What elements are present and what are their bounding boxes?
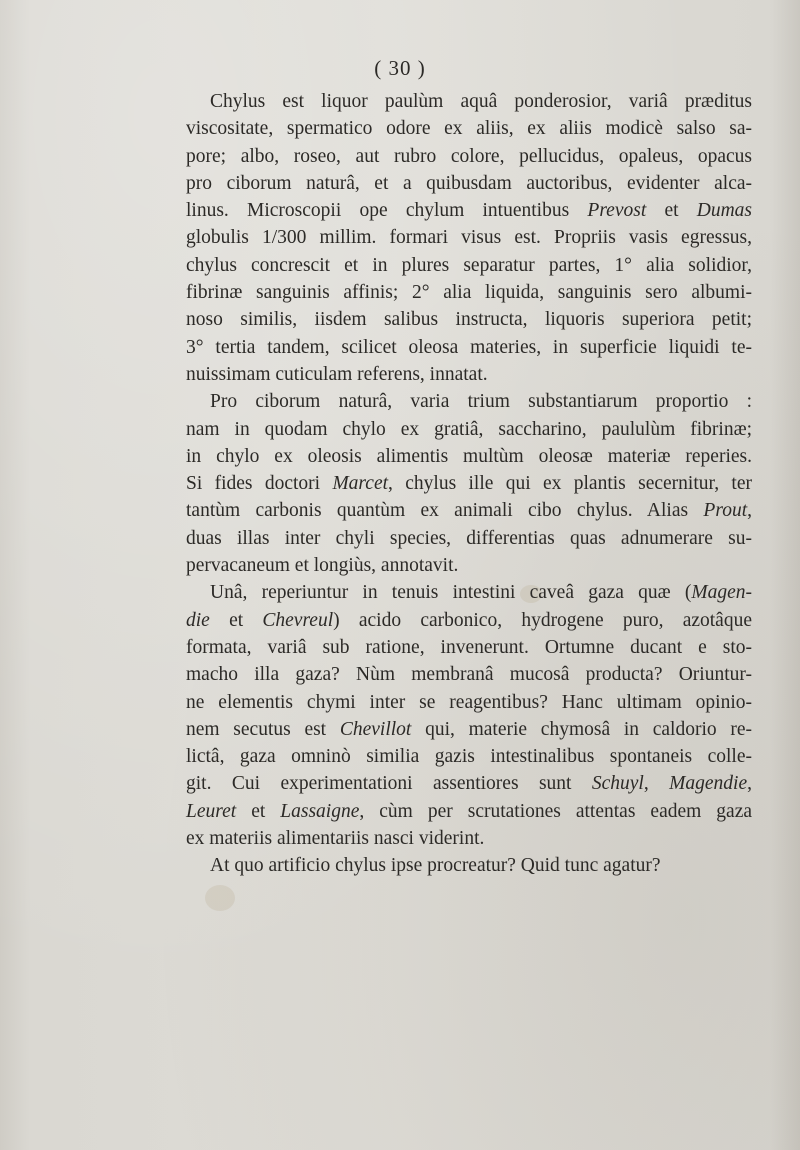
text-line <box>186 388 752 415</box>
text-run: , <box>747 773 753 795</box>
italic-name: Prout <box>703 500 748 522</box>
text-line <box>186 361 752 388</box>
page-number: ( 30 ) <box>374 56 426 80</box>
italic-name: Leuret <box>186 800 237 822</box>
foxing-stain <box>205 885 235 911</box>
text-line <box>186 798 752 825</box>
paragraph <box>186 852 752 879</box>
text-line <box>186 525 752 552</box>
italic-name: Prevost <box>587 200 647 222</box>
text-line <box>186 115 752 142</box>
text-run: duas illas inter chyli species, differentias quas adnumerare su- <box>186 527 752 549</box>
text-line <box>186 579 752 606</box>
text-line <box>186 552 752 579</box>
text-run: pro ciborum naturâ, et a quibusdam auctoribus, evidenter alca- <box>186 172 752 194</box>
text-line <box>186 852 752 879</box>
text-run: nam in quodam chylo ex gratiâ, saccharino, paululùm fibrinæ; <box>186 418 752 440</box>
text-run: ) acido carbonico, hydrogene puro, azotâque <box>333 609 752 631</box>
text-run: noso similis, iisdem salibus instructa, liquoris superiora petit; <box>186 309 752 331</box>
text-run: Unâ, reperiuntur in tenuis intestini caveâ gaza quæ ( <box>210 582 692 604</box>
text-run: qui, materie chymosâ in caldorio re- <box>411 718 752 740</box>
text-run: et <box>236 800 281 822</box>
text-run: formata, variâ sub ratione, invenerunt. Ortumne ducant e sto- <box>186 636 752 658</box>
text-line <box>186 825 752 852</box>
text-line <box>186 497 752 524</box>
text-line <box>186 661 752 688</box>
italic-name: die <box>186 609 210 631</box>
text-line <box>186 716 752 743</box>
text-line <box>186 143 752 170</box>
text-run: ex materiis alimentariis nasci viderint. <box>186 828 485 850</box>
text-run: chylus concrescit et in plures separatur partes, 1° alia solidior, <box>186 254 752 276</box>
text-line <box>186 224 752 251</box>
text-run: Si fides doctori <box>186 473 333 495</box>
text-run: ne elementis chymi inter se reagentibus? Hanc ultimam opinio- <box>186 691 752 713</box>
text-run: et <box>646 200 697 222</box>
text-run: tantùm carbonis quantùm ex animali cibo chylus. Alias <box>186 500 704 522</box>
text-line <box>186 443 752 470</box>
text-line <box>186 470 752 497</box>
text-line <box>186 170 752 197</box>
paragraph <box>186 579 752 852</box>
text-line <box>186 634 752 661</box>
text-run: pervacaneum et longiùs, annotavit. <box>186 555 459 577</box>
text-line <box>186 770 752 797</box>
text-run: , chylus ille qui ex plantis secernitur, ter <box>388 473 752 495</box>
text-run: fibrinæ sanguinis affinis; 2° alia liquida, sanguinis sero albumi- <box>186 282 752 304</box>
text-run: linus. Microscopii ope chylum intuentibus <box>186 200 588 222</box>
italic-name: Dumas <box>696 200 753 222</box>
text-run: , <box>643 773 670 795</box>
paragraph <box>186 388 752 579</box>
italic-name: Magen- <box>691 582 752 604</box>
text-line <box>186 306 752 333</box>
italic-name: Marcet <box>332 473 389 495</box>
text-line <box>186 743 752 770</box>
text-run: , cùm per scrutationes attentas eadem gaza <box>359 800 753 822</box>
text-line <box>186 88 752 115</box>
italic-name: Chevreul <box>262 609 334 631</box>
text-line <box>186 334 752 361</box>
text-run: git. Cui experimentationi assentiores sunt <box>186 773 592 795</box>
text-run: nuissimam cuticulam referens, innatat. <box>186 363 488 385</box>
italic-name: Schuyl <box>591 773 644 795</box>
body-text <box>186 88 752 880</box>
text-run: macho illa gaza? Nùm membranâ mucosâ producta? Oriuntur- <box>186 664 752 686</box>
text-line <box>186 279 752 306</box>
text-run: in chylo ex oleosis alimentis multùm oleosæ materiæ reperies. <box>186 445 752 467</box>
text-run: globulis 1/300 millim. formari visus est. Propriis vasis egressus, <box>186 227 752 249</box>
italic-name: Magendie <box>669 773 748 795</box>
text-run: Chylus est liquor paulùm aquâ ponderosior, variâ præditus <box>210 91 752 112</box>
text-run: pore; albo, roseo, aut rubro colore, pellucidus, opaleus, opacus <box>186 145 752 167</box>
text-line <box>186 607 752 634</box>
text-run: At quo artificio chylus ipse procreatur? Quid tunc agatur? <box>210 855 661 877</box>
text-run: nem secutus est <box>186 718 340 740</box>
text-run: , <box>747 500 752 522</box>
text-line <box>186 689 752 716</box>
paragraph <box>186 88 752 388</box>
text-line <box>186 416 752 443</box>
text-run: viscositate, spermatico odore ex aliis, ex aliis modicè salso sa- <box>186 118 752 140</box>
text-run: 3° tertia tandem, scilicet oleosa materies, in superficie liquidi te- <box>186 336 752 358</box>
text-run: et <box>209 609 263 631</box>
text-line <box>186 252 752 279</box>
text-line <box>186 197 752 224</box>
italic-name: Chevillot <box>339 718 412 740</box>
text-run: Pro ciborum naturâ, varia trium substantiarum proportio : <box>210 391 752 413</box>
text-run: lictâ, gaza omninò similia gazis intestinalibus spontaneis colle- <box>186 746 752 768</box>
italic-name: Lassaigne <box>280 800 360 822</box>
